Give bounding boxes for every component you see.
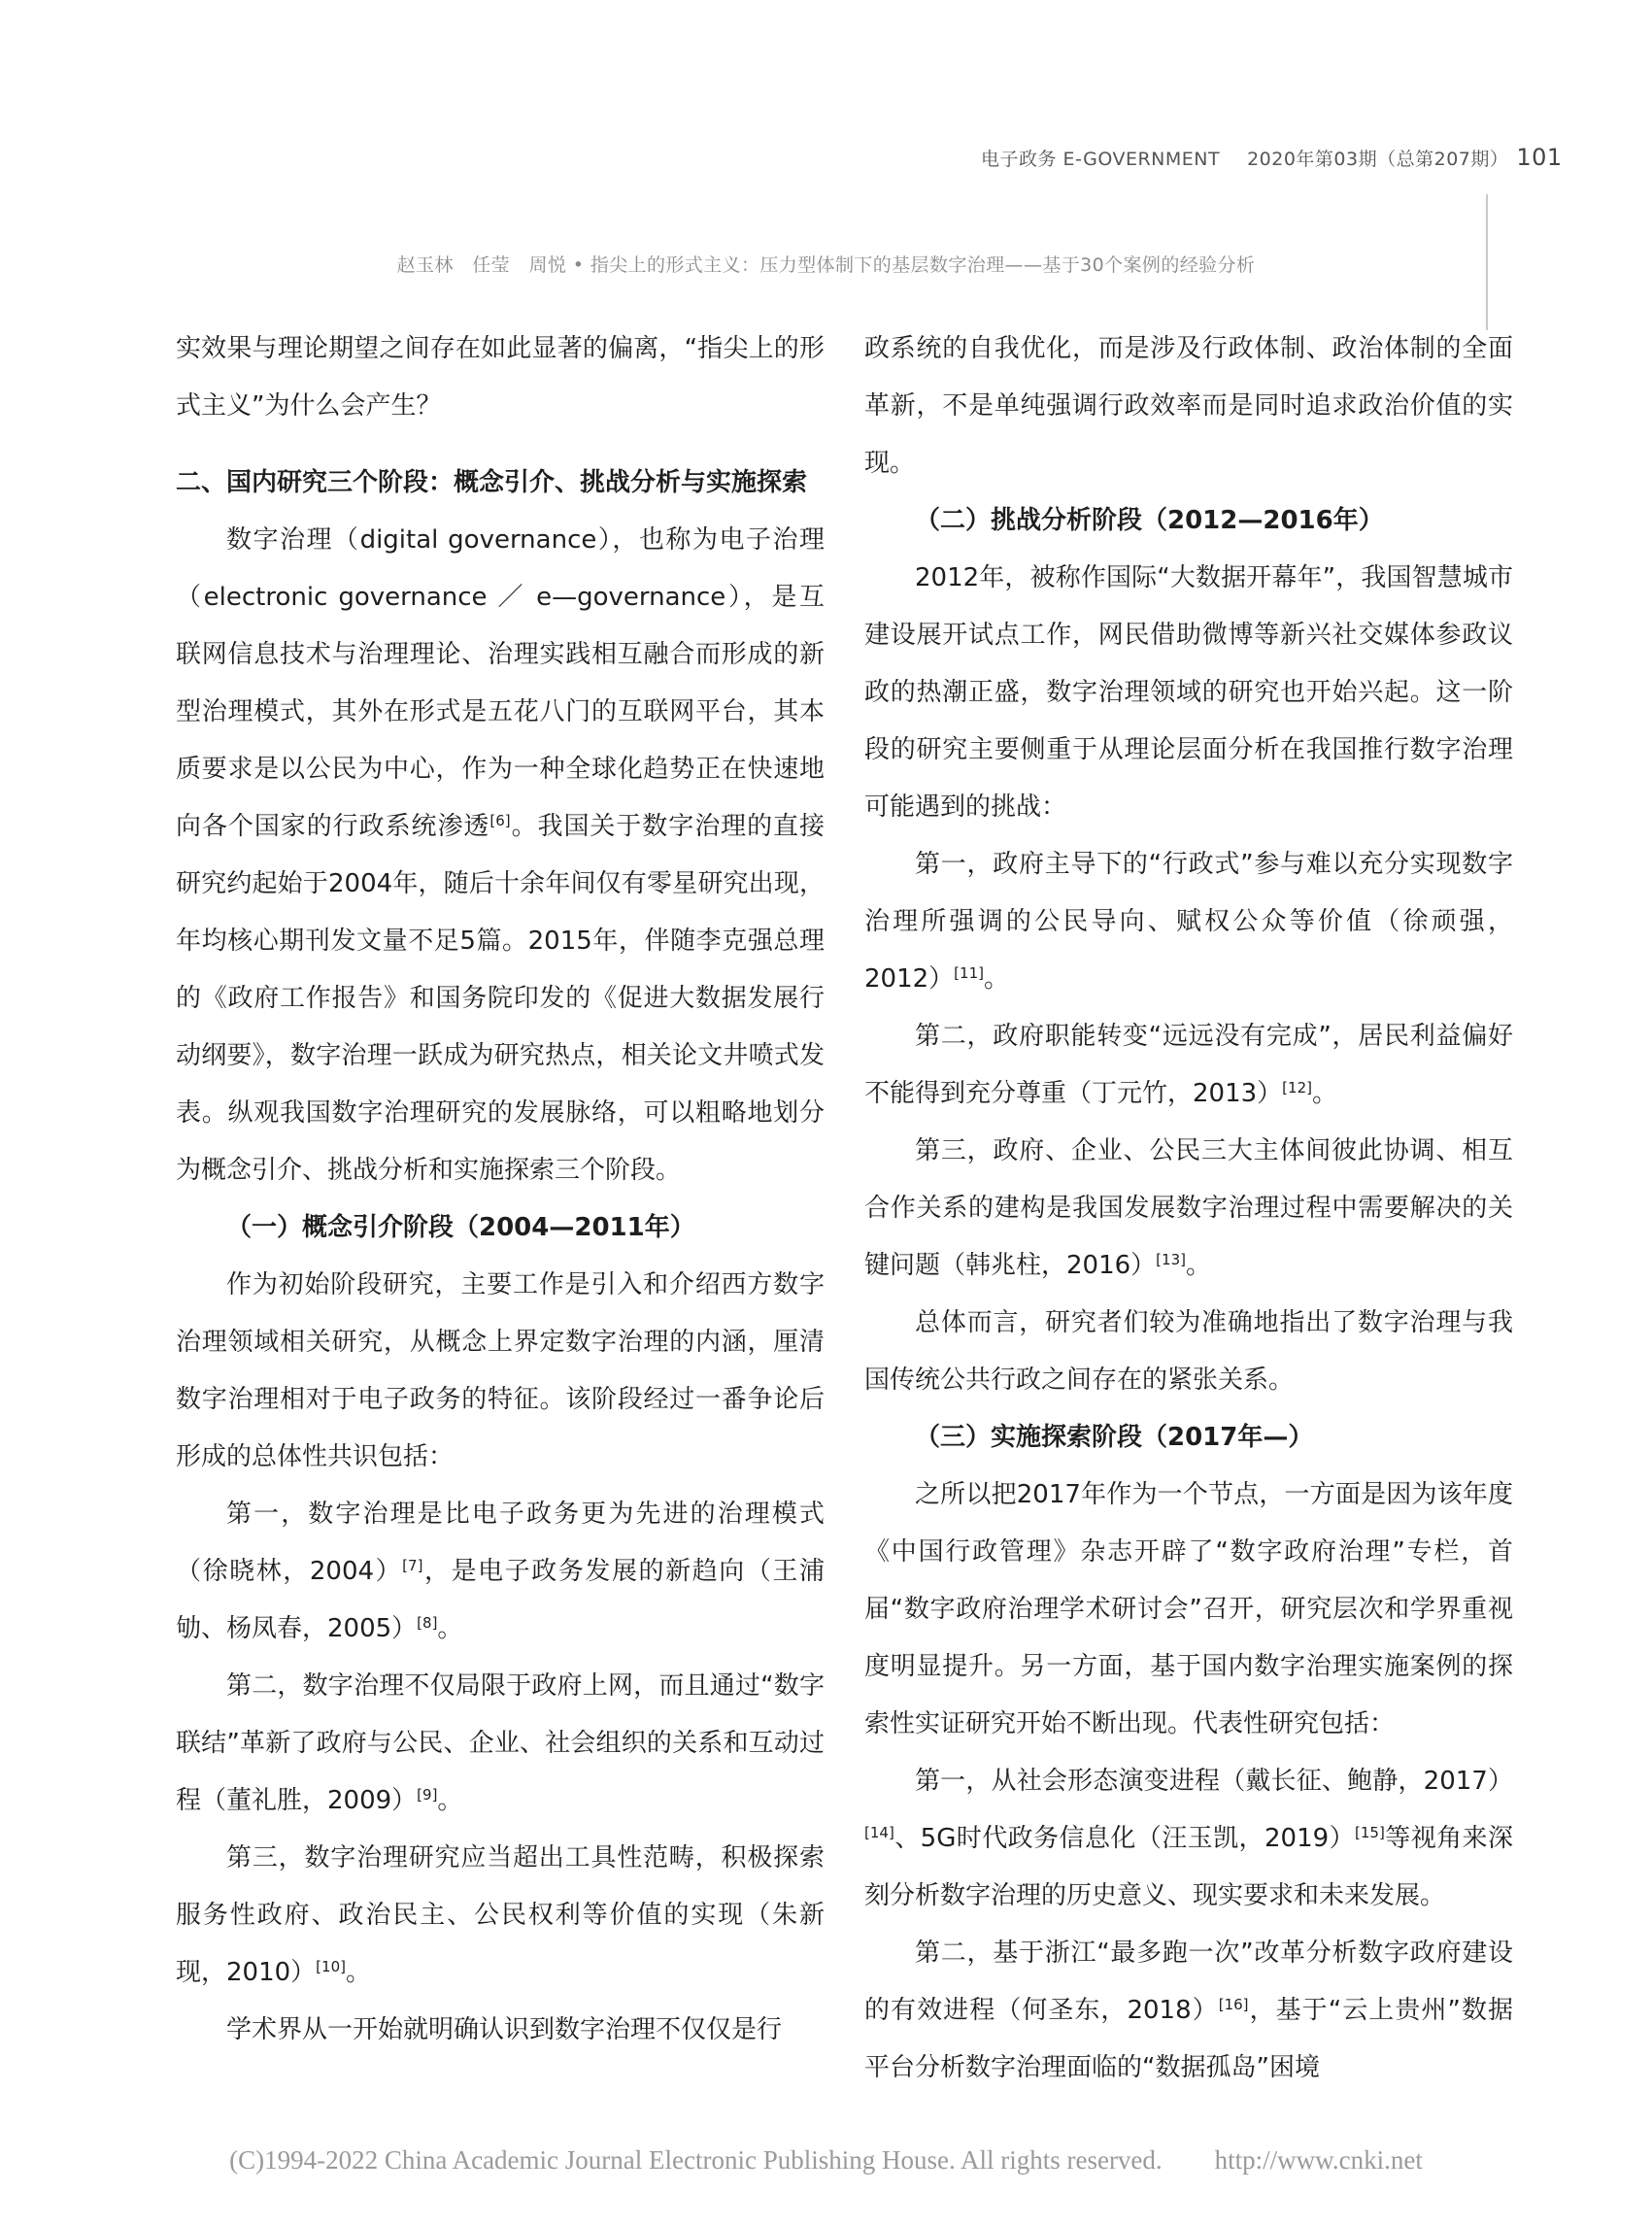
citation-ref: [7] — [402, 1557, 423, 1574]
paragraph — [176, 512, 825, 1199]
citation-ref: [12] — [1282, 1079, 1312, 1096]
paragraph-text: ，是电子政务发展的新趋向（王浦劬、杨凤春，2005） — [176, 1557, 825, 1643]
paragraph-text: 第二，政府职能转变“远远没有完成”，居民利益偏好不能得到充分尊重（丁元竹，2013） — [864, 1022, 1513, 1108]
citation-ref: [8] — [417, 1614, 438, 1632]
paragraph — [176, 2002, 825, 2059]
paragraph-text: 、5G时代政务信息化（汪玉凯，2019） — [893, 1824, 1356, 1853]
paragraph — [864, 320, 1513, 492]
paragraph — [176, 1257, 825, 1486]
left-column — [176, 320, 825, 2059]
paragraph — [864, 1123, 1513, 1295]
paragraph-text: 第一，从社会形态演变进程（戴长征、鲍静，2017） — [915, 1767, 1513, 1796]
copyright-footer: (C)1994-2022 China Academic Journal Electronic Publishing House. All rights reserved. http://www.cnki.net — [229, 2145, 1423, 2175]
paragraph-text: 等视角来深刻分析数字治理的历史意义、现实要求和未来发展。 — [864, 1824, 1513, 1910]
citation-ref: [13] — [1156, 1251, 1186, 1268]
citation-ref: [11] — [954, 964, 984, 982]
paragraph — [176, 1486, 825, 1658]
paragraph-text: 第一，数字治理是比电子政务更为先进的治理模式（徐晓林，2004） — [176, 1500, 825, 1586]
paragraph-text: 政系统的自我优化，而是涉及行政体制、政治体制的全面革新，不是单纯强调行政效率而是同时追求政治价值的实现。 — [864, 334, 1513, 478]
paragraph — [176, 1830, 825, 2002]
paragraph-text: 。我国关于数字治理的直接研究约起始于2004年，随后十余年间仅有零星研究出现，年均核心期刊发文量不足5篇。2015年，伴随李克强总理的《政府工作报告》和国务院印发的《促进大数据发展行动纲要》，数字治理一跃成为研究热点，相关论文井喷式发表。纵观我国数字治理研究的发展脉络，可以粗略地划分为概念引介、挑战分析和实施探索三个阶段。 — [176, 812, 825, 1185]
citation-ref: [16] — [1218, 1996, 1249, 2013]
citation-ref: [15] — [1355, 1824, 1385, 1841]
paragraph — [864, 1295, 1513, 1409]
paragraph-text: 之所以把2017年作为一个节点，一方面是因为该年度《中国行政管理》杂志开辟了“数字政府治理”专栏，首届“数字政府治理学术研讨会”召开，研究层次和学界重视度明显提升。另一方面，基于国内数字治理实施案例的探索性实证研究开始不断出现。代表性研究包括： — [864, 1480, 1513, 1738]
paragraph-text: 第二，基于浙江“最多跑一次”改革分析数字政府建设的有效进程（何圣东，2018） — [864, 1939, 1513, 2025]
paragraph-text: 作为初始阶段研究，主要工作是引入和介绍西方数字治理领域相关研究，从概念上界定数字治理的内涵，厘清数字治理相对于电子政务的特征。该阶段经过一番争论后形成的总体性共识包括： — [176, 1270, 825, 1471]
page-number: 101 — [1516, 144, 1563, 171]
paragraph — [864, 1753, 1513, 1925]
paragraph — [176, 320, 825, 435]
citation-ref: [6] — [489, 812, 511, 829]
paragraph-text: 数字治理（digital governance），也称为电子治理（electronic governance ／ e—governance），是互联网信息技术与治理理论、治理实践相互融合而形成的新型治理模式，其外在形式是五花八门的互联网平台，其本质要求是以公民为中心，作为一种全球化趋势正在快速地向各个国家的行政系统渗透 — [176, 525, 825, 841]
paragraph-text: 第二，数字治理不仅局限于政府上网，而且通过“数字联结”革新了政府与公民、企业、社会组织的关系和互动过程（董礼胜，2009） — [176, 1671, 825, 1815]
paragraph-text: 学术界从一开始就明确认识到数字治理不仅仅是行 — [226, 2015, 783, 2044]
citation-ref: [14] — [864, 1824, 894, 1841]
citation-ref: [10] — [316, 1958, 346, 1975]
paragraph-text: 。 — [345, 1958, 371, 1987]
running-head: 赵玉林 任莹 周悦 • 指尖上的形式主义：压力型体制下的基层数字治理——基于30个案例的经验分析 — [396, 254, 1256, 276]
issue-info: 2020年第03期（总第207期） — [1247, 149, 1509, 170]
paragraph — [176, 1658, 825, 1830]
subsection-heading: （三）实施探索阶段（2017年—） — [915, 1423, 1314, 1452]
paragraph-text: 。 — [983, 964, 1009, 994]
paragraph-text: 第三，政府、企业、公民三大主体间彼此协调、相互合作关系的建构是我国发展数字治理过程中需要解决的关键问题（韩兆柱，2016） — [864, 1136, 1513, 1280]
paragraph-text: 实效果与理论期望之间存在如此显著的偏离，“指尖上的形式主义”为什么会产生？ — [176, 334, 825, 421]
journal-name: 电子政务 E-GOVERNMENT — [981, 149, 1221, 170]
right-column — [864, 320, 1513, 2097]
paragraph — [864, 1925, 1513, 2097]
paragraph-text: 。 — [1311, 1079, 1337, 1108]
paragraph-text: 总体而言，研究者们较为准确地指出了数字治理与我国传统公共行政之间存在的紧张关系。 — [864, 1308, 1513, 1395]
paragraph — [864, 836, 1513, 1008]
paragraph-text: 。 — [437, 1614, 463, 1643]
paragraph — [864, 1467, 1513, 1753]
subsection-heading: （一）概念引介阶段（2004—2011年） — [226, 1213, 695, 1242]
citation-ref: [9] — [417, 1786, 438, 1804]
subsection-heading: （二）挑战分析阶段（2012—2016年） — [915, 506, 1384, 535]
paragraph-text: ，基于“云上贵州”数据平台分析数字治理面临的“数据孤岛”困境 — [864, 1996, 1513, 2082]
paragraph — [864, 550, 1513, 836]
paragraph-text: 2012年，被称作国际“大数据开幕年”，我国智慧城市建设展开试点工作，网民借助微博等新兴社交媒体参政议政的热潮正盛，数字治理领域的研究也开始兴起。这一阶段的研究主要侧重于从理论层面分析在我国推行数字治理可能遇到的挑战： — [864, 563, 1513, 822]
paragraph-text: 。 — [1185, 1251, 1211, 1280]
journal-header — [981, 144, 1563, 171]
paragraph-text: 。 — [437, 1786, 463, 1815]
paragraph-text: 第三，数字治理研究应当超出工具性范畴，积极探索服务性政府、政治民主、公民权利等价值的实现（朱新现，2010） — [176, 1843, 825, 1987]
paragraph — [864, 1008, 1513, 1123]
section-heading: 二、国内研究三个阶段：概念引介、挑战分析与实施探索 — [176, 468, 808, 497]
paragraph-text: 第一，政府主导下的“行政式”参与难以充分实现数字治理所强调的公民导向、赋权公众等价值（徐顽强，2012） — [864, 850, 1513, 994]
